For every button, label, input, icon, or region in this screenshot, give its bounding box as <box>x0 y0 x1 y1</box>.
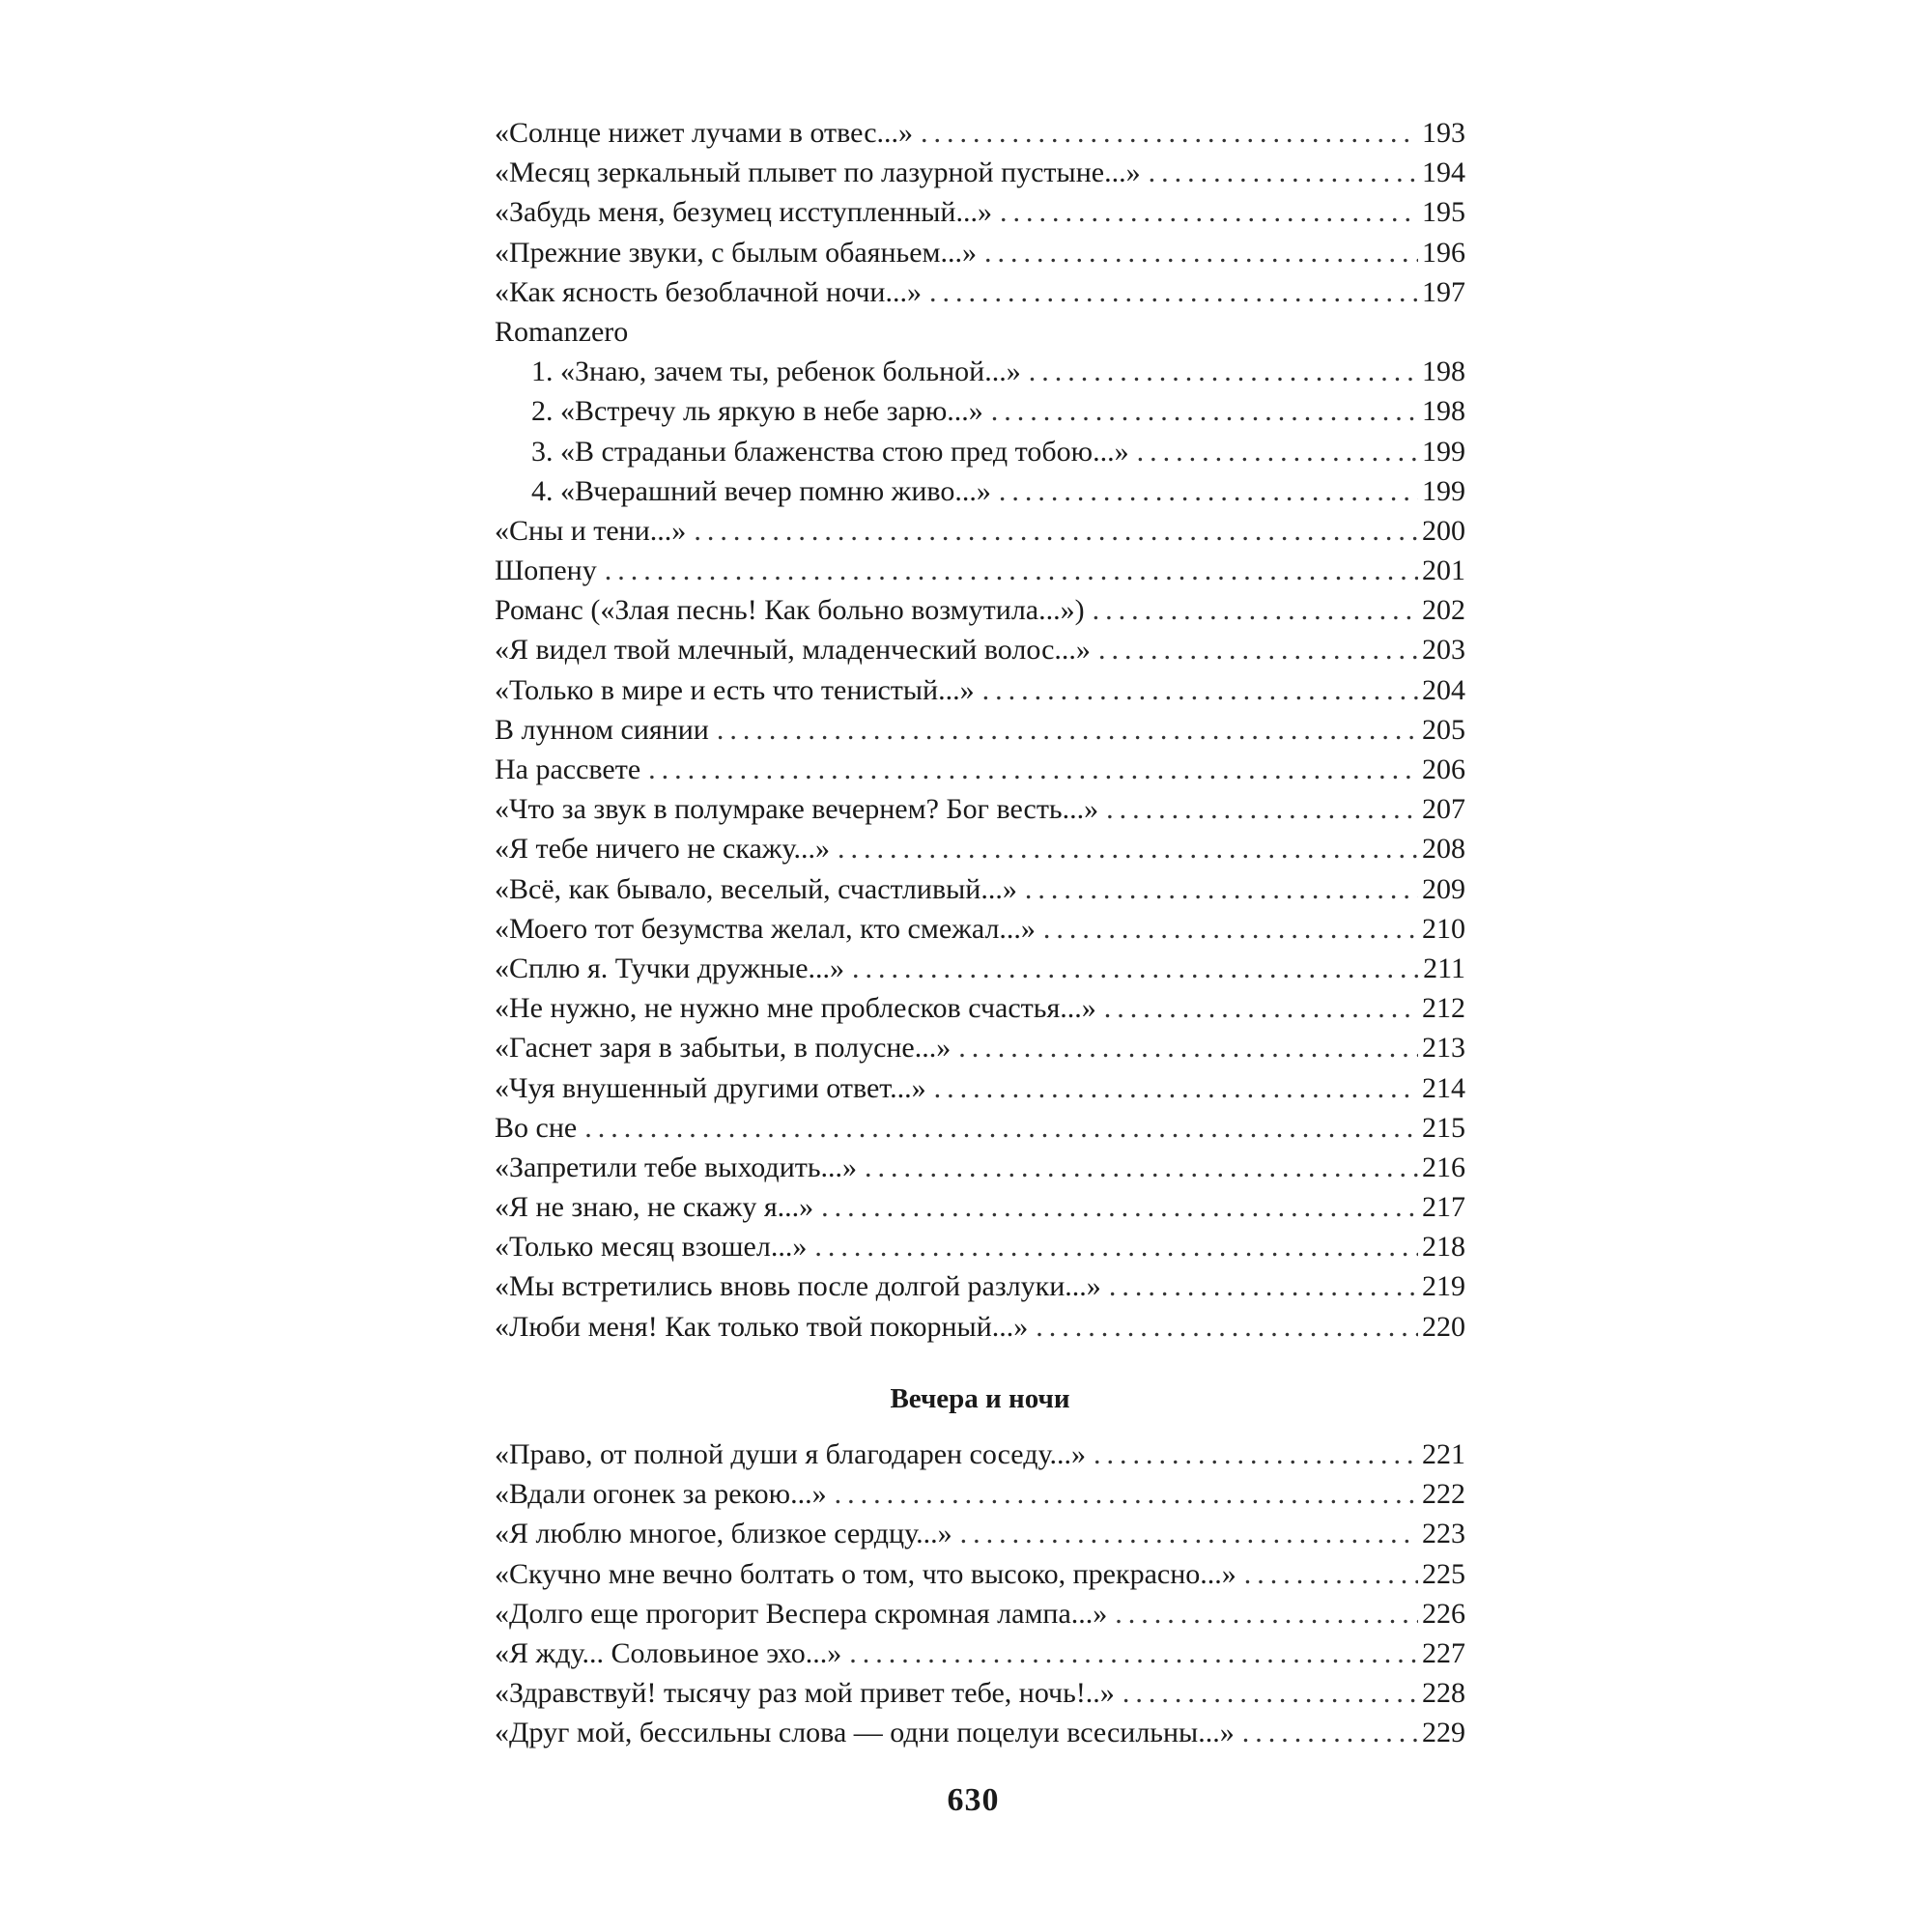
toc-entry <box>495 551 1465 590</box>
toc-entry-title: «Право, от полной души я благодарен соседу...» <box>495 1438 1086 1470</box>
toc-entry-page: 200 <box>1422 514 1465 547</box>
toc-entry <box>495 1068 1465 1108</box>
toc-leader <box>1093 590 1418 630</box>
toc-entry <box>495 432 1465 471</box>
toc-entry-title: «Чуя внушенный другими ответ...» <box>495 1071 926 1104</box>
toc-leader <box>999 471 1418 511</box>
toc-entry-page: 207 <box>1422 793 1465 826</box>
toc-entry-page: 213 <box>1422 1032 1465 1065</box>
toc-leader <box>584 1108 1418 1148</box>
toc-entry <box>495 1028 1465 1067</box>
toc-entry-title: «Забудь меня, безумец исступленный...» <box>495 196 992 229</box>
toc-group-title <box>495 312 1465 352</box>
toc-entry-title: Романс («Злая песнь! Как больно возмутила...») <box>495 594 1085 627</box>
toc-entry-page: 199 <box>1422 474 1465 507</box>
toc-entry-title: «Месяц зеркальный плывет по лазурной пустыне...» <box>495 156 1141 189</box>
toc-entry-page: 198 <box>1422 355 1465 388</box>
toc-entry-page: 223 <box>1422 1518 1465 1550</box>
toc-block-main <box>495 113 1465 1347</box>
toc-entry <box>495 949 1465 988</box>
toc-entry-page: 201 <box>1422 554 1465 587</box>
toc-leader <box>1149 153 1418 192</box>
toc-leader <box>960 1514 1418 1553</box>
toc-entry <box>495 1148 1465 1187</box>
toc-entry-title: 1. «Знаю, зачем ты, ребенок больной...» <box>531 355 1021 388</box>
toc-entry-title: Во сне <box>495 1111 578 1144</box>
toc-entry-page: 206 <box>1422 753 1465 785</box>
toc-entry <box>495 1187 1465 1227</box>
toc-entry-title: «Только в мире и есть что тенистый...» <box>495 673 975 706</box>
toc-entry-page: 197 <box>1422 275 1465 308</box>
toc-leader <box>1094 1435 1418 1474</box>
toc-entry-page: 208 <box>1422 833 1465 866</box>
toc-entry-page: 215 <box>1422 1111 1465 1144</box>
toc-entry <box>495 511 1465 551</box>
toc-entry <box>495 352 1465 391</box>
toc-entry-title: «Что за звук в полумраке вечернем? Бог весть...» <box>495 793 1099 826</box>
toc-entry-page: 220 <box>1422 1310 1465 1343</box>
toc-entry-page: 195 <box>1422 196 1465 229</box>
toc-entry <box>495 1307 1465 1347</box>
toc-leader <box>1109 1266 1418 1306</box>
toc-entry-title: «Я люблю многое, близкое сердцу...» <box>495 1518 952 1550</box>
toc-entry <box>495 113 1465 153</box>
toc-entry <box>495 1108 1465 1148</box>
toc-entry <box>495 710 1465 750</box>
toc-entry-title: «Только месяц взошел...» <box>495 1231 808 1264</box>
toc-entry <box>495 1673 1465 1713</box>
toc-leader <box>1137 432 1418 471</box>
toc-entry <box>495 1594 1465 1634</box>
toc-block-section <box>495 1435 1465 1753</box>
toc-entry-title: «Гаснет заря в забытьи, в полусне...» <box>495 1032 952 1065</box>
toc-entry-title: «Не нужно, не нужно мне проблесков счастья...» <box>495 992 1096 1025</box>
toc-entry <box>495 1554 1465 1594</box>
toc-leader <box>852 949 1419 988</box>
toc-leader <box>694 511 1418 551</box>
toc-entry <box>495 869 1465 909</box>
toc-entry-page: 194 <box>1422 156 1465 189</box>
toc-entry-title: «Сны и тени...» <box>495 514 687 547</box>
toc-entry-title: «Я не знаю, не скажу я...» <box>495 1191 814 1224</box>
toc-leader <box>1098 630 1418 669</box>
toc-leader <box>958 1028 1418 1067</box>
toc-entry <box>495 829 1465 868</box>
toc-leader <box>1036 1307 1418 1347</box>
toc-entry-page: 196 <box>1422 236 1465 269</box>
toc-entry-title: «Я жду... Соловьиное эхо...» <box>495 1636 842 1669</box>
toc-leader <box>838 829 1418 868</box>
toc-entry-page: 219 <box>1422 1270 1465 1303</box>
romanzero-title: Romanzero <box>495 315 629 348</box>
toc-entry <box>495 630 1465 669</box>
toc-entry-page: 222 <box>1422 1478 1465 1511</box>
toc-leader <box>605 551 1418 590</box>
toc-entry-page: 217 <box>1422 1191 1465 1224</box>
toc-leader <box>1104 988 1418 1028</box>
toc-leader <box>934 1068 1418 1108</box>
toc-entry-title: «Мы встретились вновь после долгой разлуки...» <box>495 1270 1101 1303</box>
toc-leader <box>1122 1673 1418 1713</box>
toc-entry-title: «Скучно мне вечно болтать о том, что высоко, прекрасно...» <box>495 1557 1236 1590</box>
toc-entry-page: 211 <box>1423 952 1465 984</box>
toc-entry-title: В лунном сиянии <box>495 713 709 746</box>
toc-entry-title: 3. «В страданьи блаженства стою пред тобою...» <box>531 435 1129 468</box>
toc-entry <box>495 153 1465 192</box>
toc-entry-page: 199 <box>1422 435 1465 468</box>
toc-entry-title: «Солнце нижет лучами в отвес...» <box>495 117 914 149</box>
toc-leader <box>849 1634 1418 1673</box>
toc-entry <box>495 1474 1465 1514</box>
toc-leader <box>1025 869 1418 909</box>
toc-entry <box>495 471 1465 511</box>
toc-entry <box>495 192 1465 232</box>
toc-entry <box>495 1227 1465 1266</box>
toc-entry-title: «Я тебе ничего не скажу...» <box>495 833 831 866</box>
toc-leader <box>982 670 1418 710</box>
toc-entry-title: «Всё, как бывало, веселый, счастливый...» <box>495 872 1017 905</box>
page-number: 630 <box>947 1782 1000 1818</box>
toc-leader <box>648 750 1418 789</box>
toc-entry <box>495 1634 1465 1673</box>
toc-entry-title: «Сплю я. Тучки дружные...» <box>495 952 845 984</box>
toc-entry <box>495 1266 1465 1306</box>
toc-entry-page: 216 <box>1422 1151 1465 1183</box>
toc-entry-page: 202 <box>1422 594 1465 627</box>
toc-leader <box>1244 1554 1418 1594</box>
toc-entry <box>495 1713 1465 1752</box>
toc-leader <box>865 1148 1418 1187</box>
toc-entry-page: 226 <box>1422 1597 1465 1630</box>
toc-entry-page: 205 <box>1422 713 1465 746</box>
toc-entry-title: «Друг мой, бессильны слова — одни поцелуи всесильны...» <box>495 1717 1235 1749</box>
toc-leader <box>929 272 1418 312</box>
toc-entry-title: «Я видел твой млечный, младенческий волос...» <box>495 634 1091 667</box>
toc-entry-title: «Прежние звуки, с былым обаяньем...» <box>495 236 978 269</box>
toc-entry-title: «Запретили тебе выходить...» <box>495 1151 858 1183</box>
toc-entry-title: На рассвете <box>495 753 641 785</box>
toc-entry-page: 227 <box>1422 1636 1465 1669</box>
toc-entry <box>495 391 1465 431</box>
toc-entry-page: 225 <box>1422 1557 1465 1590</box>
toc-entry <box>495 988 1465 1028</box>
toc-leader <box>1115 1594 1418 1634</box>
toc-entry-page: 229 <box>1422 1717 1465 1749</box>
section-heading: Вечера и ночи <box>890 1383 1070 1414</box>
toc-entry-page: 212 <box>1422 992 1465 1025</box>
toc-entry-title: «Долго еще прогорит Веспера скромная лампа...» <box>495 1597 1108 1630</box>
toc-entry-page: 218 <box>1422 1231 1465 1264</box>
toc-leader <box>1029 352 1418 391</box>
toc-entry-title: «Моего тот безумства желал, кто смежал...» <box>495 912 1036 945</box>
toc-entry-page: 203 <box>1422 634 1465 667</box>
toc-leader <box>921 113 1418 153</box>
toc-entry-title: «Здравствуй! тысячу раз мой привет тебе, ночь!..» <box>495 1677 1115 1710</box>
toc-entry-title: «Вдали огонек за рекою...» <box>495 1478 827 1511</box>
toc-leader <box>821 1187 1418 1227</box>
toc-entry-page: 209 <box>1422 872 1465 905</box>
toc-leader <box>1043 909 1418 949</box>
toc-leader <box>717 710 1418 750</box>
toc-entry-page: 210 <box>1422 912 1465 945</box>
toc-leader <box>814 1227 1418 1266</box>
toc-entry-page: 221 <box>1422 1438 1465 1470</box>
toc-leader <box>1106 789 1418 829</box>
toc-entry-title: 4. «Вчерашний вечер помню живо...» <box>531 474 991 507</box>
toc-entry-title: «Люби меня! Как только твой покорный...» <box>495 1310 1029 1343</box>
toc-entry-page: 214 <box>1422 1071 1465 1104</box>
toc-entry-page: 198 <box>1422 395 1465 428</box>
toc-entry-page: 228 <box>1422 1677 1465 1710</box>
toc-entry-title: 2. «Встречу ль яркую в небе зарю...» <box>531 395 983 428</box>
toc-leader <box>991 391 1418 431</box>
toc-leader <box>835 1474 1418 1514</box>
toc-entry-title: «Как ясность безоблачной ночи...» <box>495 275 922 308</box>
toc-entry <box>495 750 1465 789</box>
toc-entry <box>495 1514 1465 1553</box>
toc-leader <box>1242 1713 1418 1752</box>
toc-entry <box>495 670 1465 710</box>
toc-entry <box>495 909 1465 949</box>
toc-entry <box>495 233 1465 272</box>
toc-entry <box>495 272 1465 312</box>
toc-entry <box>495 590 1465 630</box>
toc-entry-page: 204 <box>1422 673 1465 706</box>
toc-leader <box>984 233 1418 272</box>
toc-entry-page: 193 <box>1422 117 1465 149</box>
toc-entry-title: Шопену <box>495 554 597 587</box>
toc-leader <box>1000 192 1418 232</box>
toc-entry <box>495 1435 1465 1474</box>
toc-entry <box>495 789 1465 829</box>
